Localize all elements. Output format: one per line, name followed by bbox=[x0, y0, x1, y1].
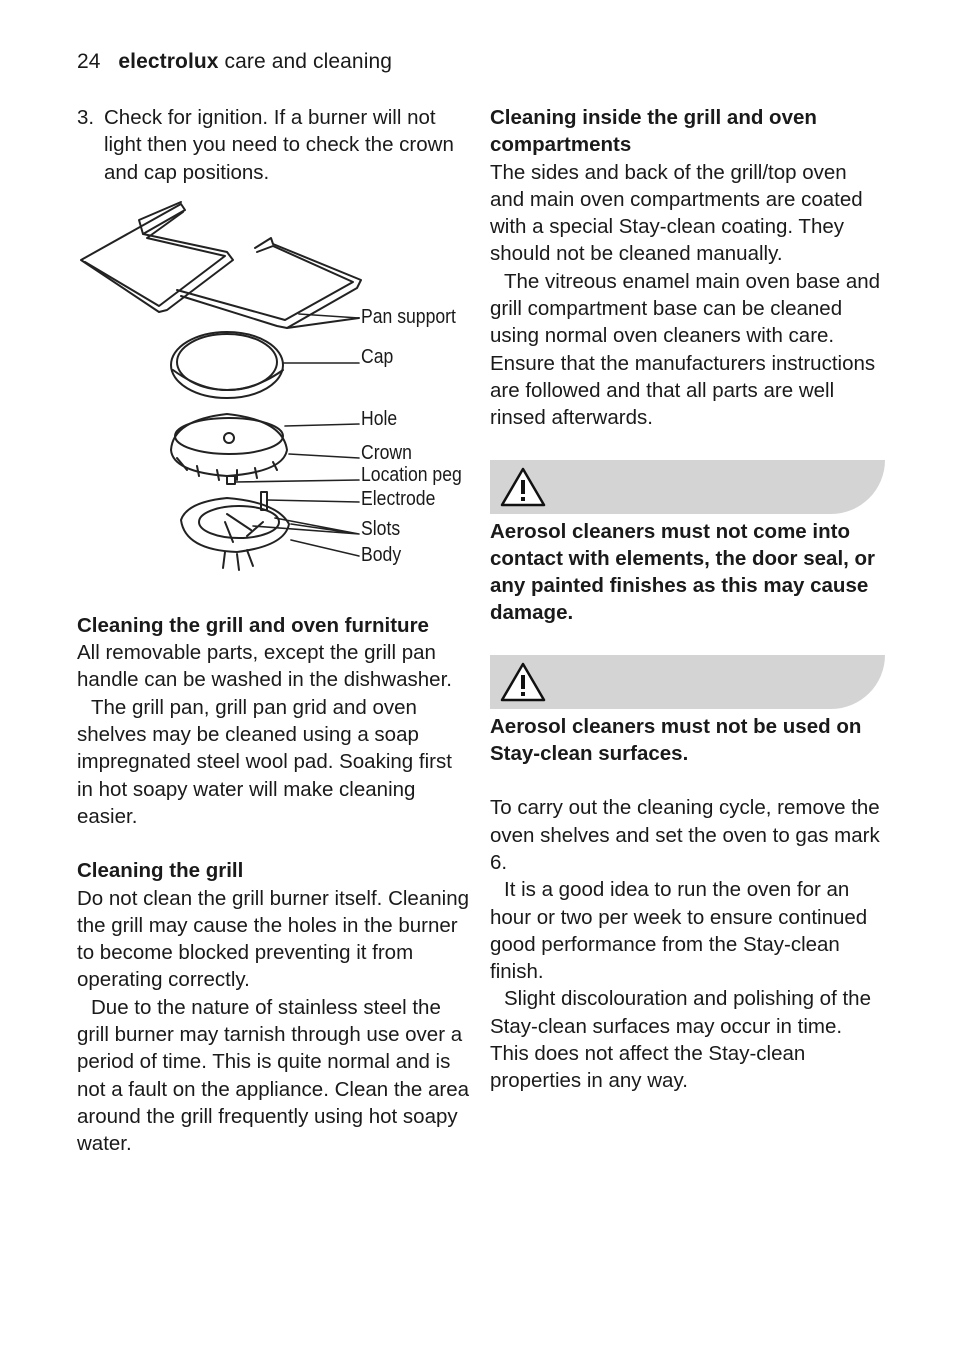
step-number: 3. bbox=[77, 106, 95, 129]
warning-bar-2 bbox=[490, 655, 885, 709]
pan-support-shape bbox=[81, 204, 233, 312]
cap-shape bbox=[171, 332, 283, 398]
left-column bbox=[77, 104, 472, 1158]
burner-exploded-illustration bbox=[77, 200, 477, 590]
inside-paragraph-1: The sides and back of the grill/top oven and main oven compartments are coated with a special Stay-clean coating. They should not be cleaned manually. bbox=[490, 160, 863, 266]
warning-triangle-icon bbox=[498, 465, 548, 509]
label-slots: Slots bbox=[361, 517, 401, 540]
grill-paragraph-2: Due to the nature of stainless steel the grill burner may tarnish through use over a period of time. This is quite normal and is not a fault on the appliance. Clean the area around the grill frequently using hot soapy water. bbox=[77, 995, 470, 1156]
label-pan-support: Pan support bbox=[361, 305, 456, 328]
page-header bbox=[77, 50, 392, 74]
burner-diagram bbox=[77, 200, 477, 590]
page-number: 24 bbox=[77, 50, 101, 73]
step-text: Check for ignition. If a burner will not light then you need to check the crown and cap positions. bbox=[104, 106, 454, 184]
label-body: Body bbox=[361, 543, 402, 566]
cycle-paragraph-3: Slight discolouration and polishing of the Stay-clean surfaces may occur in time. This does not affect the Stay-clean properties in any way. bbox=[490, 987, 871, 1093]
label-hole: Hole bbox=[361, 407, 398, 430]
grill-heading: Cleaning the grill bbox=[77, 859, 244, 883]
furniture-paragraph-1: All removable parts, except the grill pan handle can be washed in the dishwasher. bbox=[77, 641, 452, 692]
right-column bbox=[490, 104, 885, 1095]
grill-paragraph-1: Do not clean the grill burner itself. Cleaning the grill may cause the holes in the burner to become blocked preventing it from operating correctly. bbox=[77, 886, 469, 992]
label-cap: Cap bbox=[361, 345, 394, 368]
cycle-paragraph-1: To carry out the cleaning cycle, remove the oven shelves and set the oven to gas mark 6. bbox=[490, 796, 880, 874]
inside-heading: Cleaning inside the grill and oven compartments bbox=[490, 106, 817, 157]
warning-triangle-icon bbox=[498, 660, 548, 704]
section-title: care and cleaning bbox=[224, 50, 393, 73]
label-crown: Crown bbox=[361, 441, 412, 464]
step-3 bbox=[77, 104, 472, 186]
inside-paragraph-2: The vitreous enamel main oven base and grill compartment base can be cleaned using normal oven cleaners with care. Ensure that the manufacturers instructions are followed and that all parts are well rinsed afterwards. bbox=[490, 269, 881, 430]
label-location-peg: Location peg bbox=[361, 463, 462, 486]
furniture-heading: Cleaning the grill and oven furniture bbox=[77, 613, 429, 637]
warning-bar-1 bbox=[490, 460, 885, 514]
label-electrode: Electrode bbox=[361, 487, 436, 510]
brand-name: electrolux bbox=[118, 50, 219, 73]
warning-text-2: Aerosol cleaners must not be used on Stay-clean surfaces. bbox=[490, 714, 862, 766]
warning-text-1: Aerosol cleaners must not come into contact with elements, the door seal, or any painted finishes as this may cause damage. bbox=[490, 519, 876, 625]
furniture-paragraph-2: The grill pan, grill pan grid and oven shelves may be cleaned using a soap impregnated steel wool pad. Soaking first in hot soapy water will make cleaning easier. bbox=[77, 695, 452, 828]
cycle-paragraph-2: It is a good idea to run the oven for an hour or two per week to ensure continued good performance from the Stay-clean finish. bbox=[490, 878, 868, 984]
